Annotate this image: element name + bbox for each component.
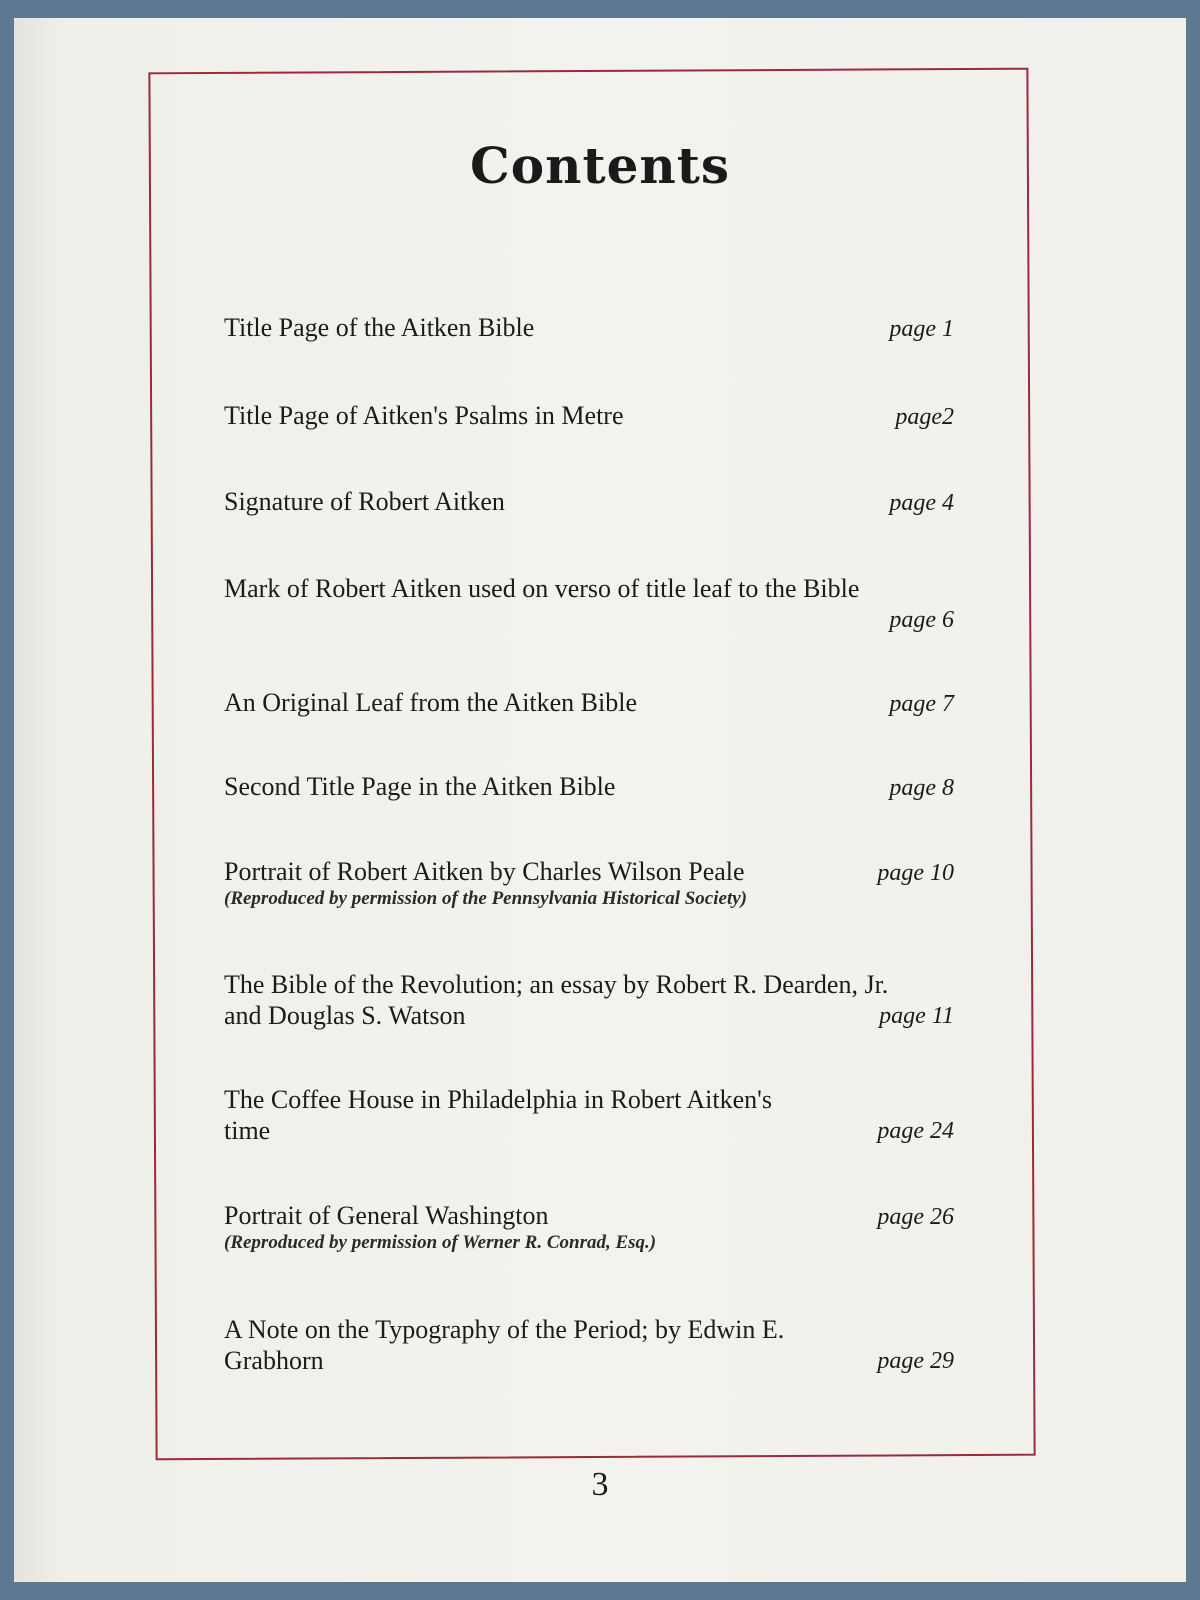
toc-entry-note: (Reproduced by permission of the Pennsylvania Historical Society) (224, 888, 747, 909)
toc-entry (224, 1200, 954, 1255)
toc-entry (224, 687, 954, 718)
toc-entry-title: Title Page of the Aitken Bible (224, 313, 535, 342)
toc-entry (224, 856, 954, 911)
toc-entry-title: Portrait of Robert Aitken by Charles Wilson Peale (224, 857, 745, 886)
toc-entry-page: page 26 (877, 1204, 954, 1230)
toc-entry-page: page 7 (889, 691, 954, 717)
toc-entry (224, 486, 954, 517)
toc-entry-title: A Note on the Typography of the Period; by Edwin E. (224, 1315, 785, 1344)
toc-entry-title: Mark of Robert Aitken used on verso of title leaf to the Bible (224, 574, 860, 603)
toc-entry-title: Signature of Robert Aitken (224, 487, 505, 516)
toc-entry (224, 312, 954, 343)
toc-entry-title-continued: and Douglas S. Watson (224, 1001, 466, 1030)
toc-entry-page: page2 (895, 404, 954, 430)
toc-entry-title: Title Page of Aitken's Psalms in Metre (224, 401, 624, 430)
toc-entry-note: (Reproduced by permission of Werner R. Conrad, Esq.) (224, 1232, 657, 1253)
book-page (14, 18, 1186, 1582)
toc-entry (224, 1314, 954, 1376)
toc-entry-title: Second Title Page in the Aitken Bible (224, 772, 616, 801)
toc-entry-page: page 10 (877, 860, 954, 886)
toc-entry-page: page 4 (889, 490, 954, 516)
toc-entry (224, 1084, 954, 1146)
contents-heading: Contents (469, 136, 730, 195)
toc-entry-page: page 24 (877, 1118, 954, 1144)
toc-entry-title-continued: time (224, 1116, 271, 1145)
toc-entry-page: page 29 (877, 1348, 954, 1374)
toc-entry-title-continued: Grabhorn (224, 1346, 324, 1375)
toc-entry-page: page 6 (889, 607, 954, 633)
toc-entry-page: page 11 (879, 1003, 954, 1029)
toc-entry-page: page 1 (889, 316, 954, 342)
toc-entry-title: Portrait of General Washington (224, 1201, 549, 1230)
toc-entry-title: The Coffee House in Philadelphia in Robert Aitken's (224, 1085, 772, 1114)
toc-entry-page: page 8 (889, 775, 954, 801)
toc-entry-title: The Bible of the Revolution; an essay by Robert R. Dearden, Jr. (224, 970, 889, 999)
toc-entry (224, 573, 954, 633)
toc-entry-title: An Original Leaf from the Aitken Bible (224, 688, 638, 717)
toc-entry (224, 400, 954, 431)
page-number: 3 (591, 1466, 609, 1503)
toc-entry (224, 771, 954, 802)
toc-entry (224, 969, 954, 1031)
